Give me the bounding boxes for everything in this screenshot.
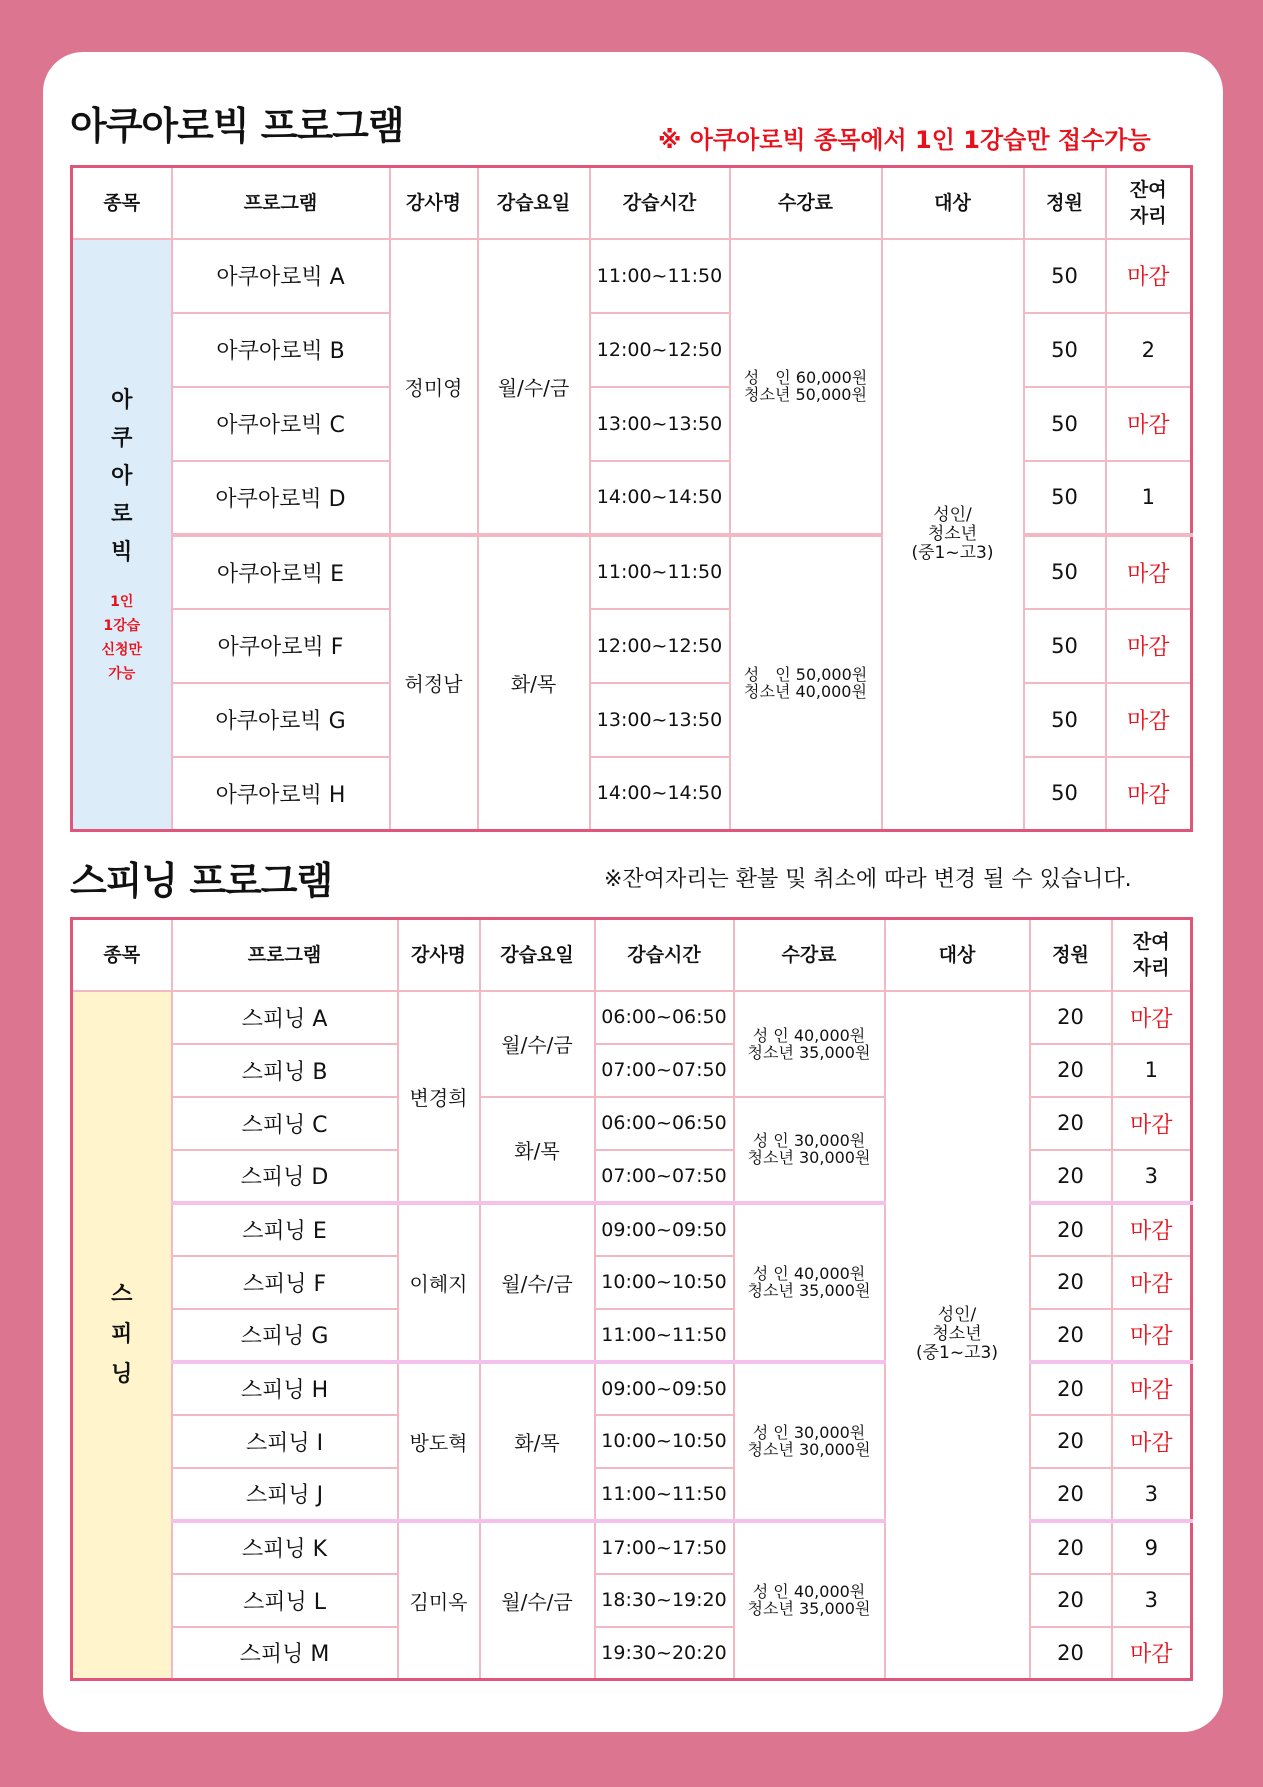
days-cell: 월/수/금 xyxy=(480,991,595,1097)
capacity-cell: 20 xyxy=(1030,1309,1112,1362)
time-cell: 07:00~07:50 xyxy=(595,1044,734,1097)
remaining-cell: 마감 xyxy=(1106,683,1192,757)
header-cell: 강사명 xyxy=(390,167,478,239)
header-cell: 대상 xyxy=(885,919,1030,991)
days-cell: 월/수/금 xyxy=(480,1521,595,1680)
instructor-cell: 정미영 xyxy=(390,239,478,535)
program-cell: 스피닝 D xyxy=(172,1150,398,1203)
time-cell: 14:00~14:50 xyxy=(590,757,730,831)
table-row xyxy=(72,683,1192,757)
capacity-cell: 20 xyxy=(1030,1468,1112,1521)
remaining-cell: 9 xyxy=(1112,1521,1192,1574)
time-cell: 11:00~11:50 xyxy=(595,1468,734,1521)
days-cell: 화/목 xyxy=(480,1362,595,1521)
capacity-cell: 20 xyxy=(1030,1150,1112,1203)
fee-cell: 성 인 40,000원 청소년 35,000원 xyxy=(734,991,885,1097)
header-cell: 강사명 xyxy=(398,919,480,991)
time-cell: 11:00~11:50 xyxy=(595,1309,734,1362)
remaining-cell: 마감 xyxy=(1106,239,1192,313)
header-cell: 수강료 xyxy=(734,919,885,991)
program-cell: 스피닝 G xyxy=(172,1309,398,1362)
program-cell: 스피닝 H xyxy=(172,1362,398,1415)
header-cell: 강습시간 xyxy=(590,167,730,239)
aqua-title: 아쿠아로빅 프로그램 xyxy=(70,104,404,148)
spin-header-row xyxy=(72,919,1192,991)
capacity-cell: 50 xyxy=(1024,683,1106,757)
days-cell: 월/수/금 xyxy=(478,239,590,535)
remaining-cell: 마감 xyxy=(1112,1415,1192,1468)
time-cell: 14:00~14:50 xyxy=(590,461,730,535)
program-cell: 아쿠아로빅 G xyxy=(172,683,390,757)
header-cell: 수강료 xyxy=(730,167,882,239)
program-cell: 아쿠아로빅 A xyxy=(172,239,390,313)
days-cell: 화/목 xyxy=(478,535,590,831)
header-cell: 강습요일 xyxy=(480,919,595,991)
remaining-cell: 3 xyxy=(1112,1574,1192,1627)
header-cell: 종목 xyxy=(72,167,172,239)
target-cell: 성인/ 청소년 (중1~고3) xyxy=(882,239,1024,831)
table-row xyxy=(72,609,1192,683)
spin-notice: ※잔여자리는 환불 및 취소에 따라 변경 될 수 있습니다. xyxy=(604,867,1132,892)
capacity-cell: 50 xyxy=(1024,535,1106,609)
remaining-cell: 마감 xyxy=(1106,535,1192,609)
time-cell: 19:30~20:20 xyxy=(595,1627,734,1680)
program-cell: 아쿠아로빅 D xyxy=(172,461,390,535)
remaining-cell: 마감 xyxy=(1112,991,1192,1044)
instructor-cell: 변경희 xyxy=(398,991,480,1203)
time-cell: 17:00~17:50 xyxy=(595,1521,734,1574)
time-cell: 13:00~13:50 xyxy=(590,387,730,461)
days-cell: 화/목 xyxy=(480,1097,595,1203)
table-row xyxy=(72,239,1192,313)
time-cell: 13:00~13:50 xyxy=(590,683,730,757)
program-cell: 아쿠아로빅 E xyxy=(172,535,390,609)
capacity-cell: 20 xyxy=(1030,1044,1112,1097)
remaining-cell: 2 xyxy=(1106,313,1192,387)
remaining-cell: 마감 xyxy=(1106,609,1192,683)
capacity-cell: 50 xyxy=(1024,313,1106,387)
header-cell: 정원 xyxy=(1024,167,1106,239)
program-cell: 아쿠아로빅 C xyxy=(172,387,390,461)
capacity-cell: 50 xyxy=(1024,609,1106,683)
time-cell: 11:00~11:50 xyxy=(590,535,730,609)
capacity-cell: 50 xyxy=(1024,461,1106,535)
capacity-cell: 20 xyxy=(1030,1574,1112,1627)
instructor-cell: 허정남 xyxy=(390,535,478,831)
remaining-cell: 1 xyxy=(1112,1044,1192,1097)
capacity-cell: 20 xyxy=(1030,1627,1112,1680)
header-cell: 정원 xyxy=(1030,919,1112,991)
program-cell: 스피닝 B xyxy=(172,1044,398,1097)
remaining-cell: 마감 xyxy=(1112,1203,1192,1256)
capacity-cell: 20 xyxy=(1030,1256,1112,1309)
header-cell: 강습시간 xyxy=(595,919,734,991)
spin-title: 스피닝 프로그램 xyxy=(70,859,333,903)
fee-cell: 성 인 40,000원 청소년 35,000원 xyxy=(734,1521,885,1680)
time-cell: 06:00~06:50 xyxy=(595,1097,734,1150)
capacity-cell: 20 xyxy=(1030,991,1112,1044)
aqua-category-cell xyxy=(72,239,172,831)
aqua-header-row xyxy=(72,167,1192,239)
instructor-cell: 이혜지 xyxy=(398,1203,480,1362)
table-row xyxy=(72,461,1192,535)
header-cell: 프로그램 xyxy=(172,167,390,239)
table-row xyxy=(72,991,1192,1044)
remaining-cell: 마감 xyxy=(1112,1362,1192,1415)
program-cell: 스피닝 F xyxy=(172,1256,398,1309)
program-cell: 아쿠아로빅 B xyxy=(172,313,390,387)
time-cell: 09:00~09:50 xyxy=(595,1362,734,1415)
spin-category: 스 피 닝 xyxy=(72,991,172,1680)
time-cell: 10:00~10:50 xyxy=(595,1256,734,1309)
remaining-cell: 마감 xyxy=(1106,757,1192,831)
remaining-cell: 마감 xyxy=(1112,1256,1192,1309)
header-cell: 강습요일 xyxy=(478,167,590,239)
time-cell: 07:00~07:50 xyxy=(595,1150,734,1203)
program-cell: 아쿠아로빅 F xyxy=(172,609,390,683)
capacity-cell: 20 xyxy=(1030,1415,1112,1468)
table-row xyxy=(72,535,1192,609)
table-row xyxy=(72,313,1192,387)
capacity-cell: 50 xyxy=(1024,757,1106,831)
program-cell: 스피닝 M xyxy=(172,1627,398,1680)
header-cell: 잔여 자리 xyxy=(1106,167,1192,239)
remaining-cell: 마감 xyxy=(1112,1627,1192,1680)
fee-cell: 성 인 30,000원 청소년 30,000원 xyxy=(734,1097,885,1203)
time-cell: 12:00~12:50 xyxy=(590,609,730,683)
capacity-cell: 50 xyxy=(1024,239,1106,313)
program-cell: 스피닝 A xyxy=(172,991,398,1044)
program-cell: 스피닝 E xyxy=(172,1203,398,1256)
program-cell: 스피닝 C xyxy=(172,1097,398,1150)
time-cell: 09:00~09:50 xyxy=(595,1203,734,1256)
capacity-cell: 20 xyxy=(1030,1097,1112,1150)
time-cell: 12:00~12:50 xyxy=(590,313,730,387)
fee-cell: 성 인 60,000원 청소년 50,000원 xyxy=(730,239,882,535)
header-cell: 잔여 자리 xyxy=(1112,919,1192,991)
remaining-cell: 1 xyxy=(1106,461,1192,535)
instructor-cell: 김미옥 xyxy=(398,1521,480,1680)
remaining-cell: 마감 xyxy=(1112,1097,1192,1150)
time-cell: 18:30~19:20 xyxy=(595,1574,734,1627)
days-cell: 월/수/금 xyxy=(480,1203,595,1362)
target-cell: 성인/ 청소년 (중1~고3) xyxy=(885,991,1030,1680)
spin-table xyxy=(70,917,1193,1681)
aqua-table xyxy=(70,165,1193,832)
aqua-notice: ※ 아쿠아로빅 종목에서 1인 1강습만 접수가능 xyxy=(658,126,1151,154)
time-cell: 10:00~10:50 xyxy=(595,1415,734,1468)
capacity-cell: 20 xyxy=(1030,1362,1112,1415)
header-cell: 종목 xyxy=(72,919,172,991)
capacity-cell: 50 xyxy=(1024,387,1106,461)
header-cell: 프로그램 xyxy=(172,919,398,991)
program-cell: 스피닝 K xyxy=(172,1521,398,1574)
program-cell: 스피닝 J xyxy=(172,1468,398,1521)
instructor-cell: 방도혁 xyxy=(398,1362,480,1521)
table-row xyxy=(72,757,1192,831)
capacity-cell: 20 xyxy=(1030,1521,1112,1574)
program-cell: 스피닝 I xyxy=(172,1415,398,1468)
capacity-cell: 20 xyxy=(1030,1203,1112,1256)
aqua-category: 아 쿠 아 로 빅 xyxy=(111,388,133,566)
remaining-cell: 3 xyxy=(1112,1468,1192,1521)
time-cell: 11:00~11:50 xyxy=(590,239,730,313)
table-row xyxy=(72,387,1192,461)
remaining-cell: 마감 xyxy=(1106,387,1192,461)
fee-cell: 성 인 50,000원 청소년 40,000원 xyxy=(730,535,882,831)
fee-cell: 성 인 30,000원 청소년 30,000원 xyxy=(734,1362,885,1521)
program-cell: 아쿠아로빅 H xyxy=(172,757,390,831)
aqua-category-note: 1인 1강습 신청만 가능 xyxy=(101,594,143,683)
header-cell: 대상 xyxy=(882,167,1024,239)
program-cell: 스피닝 L xyxy=(172,1574,398,1627)
remaining-cell: 마감 xyxy=(1112,1309,1192,1362)
remaining-cell: 3 xyxy=(1112,1150,1192,1203)
fee-cell: 성 인 40,000원 청소년 35,000원 xyxy=(734,1203,885,1362)
time-cell: 06:00~06:50 xyxy=(595,991,734,1044)
